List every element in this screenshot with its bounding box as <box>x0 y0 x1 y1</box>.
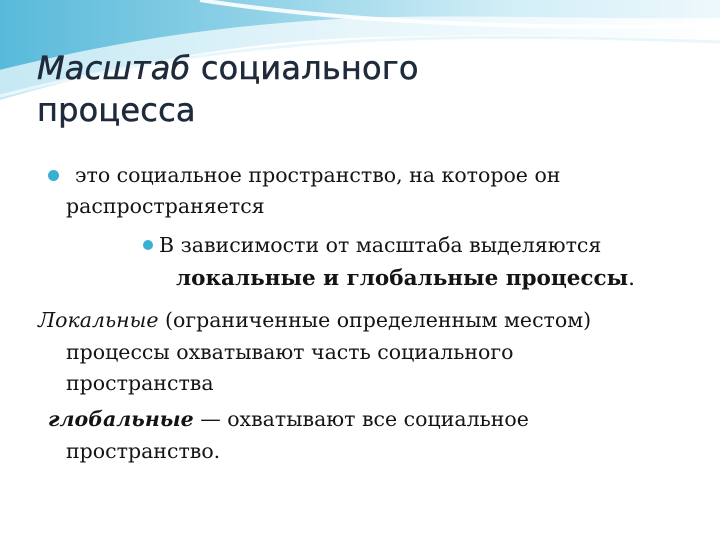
bullet-dot-1 <box>48 170 59 181</box>
local-line1-rest: (ограниченные определенным местом) <box>158 308 592 332</box>
bullet1-line1: это социальное пространство, на которое он <box>75 163 561 187</box>
local-line1 <box>38 305 591 335</box>
title-line2: процесса <box>37 90 196 129</box>
global-line2: пространство. <box>66 439 221 463</box>
global-line1 <box>48 404 529 434</box>
title-italic-word: Масштаб <box>37 49 191 87</box>
bullet1-line2: распространяется <box>66 194 265 218</box>
bullet2-line2 <box>176 264 635 294</box>
local-line2: процессы охватывают часть социального <box>66 340 514 364</box>
global-line1-rest: — охватывают все социальное <box>193 407 529 431</box>
bullet2-bold-phrase: локальные и глобальные процессы <box>176 266 629 291</box>
global-term: глобальные <box>48 407 194 431</box>
bullet2-line1: В зависимости от масштаба выделяются <box>159 233 602 257</box>
local-term: Локальные <box>38 308 159 332</box>
bullet2-period: . <box>628 266 635 291</box>
title-rest: социального <box>190 49 419 87</box>
bullet-dot-2 <box>143 240 153 250</box>
slide-title <box>37 48 419 131</box>
local-line3: пространства <box>66 371 214 395</box>
